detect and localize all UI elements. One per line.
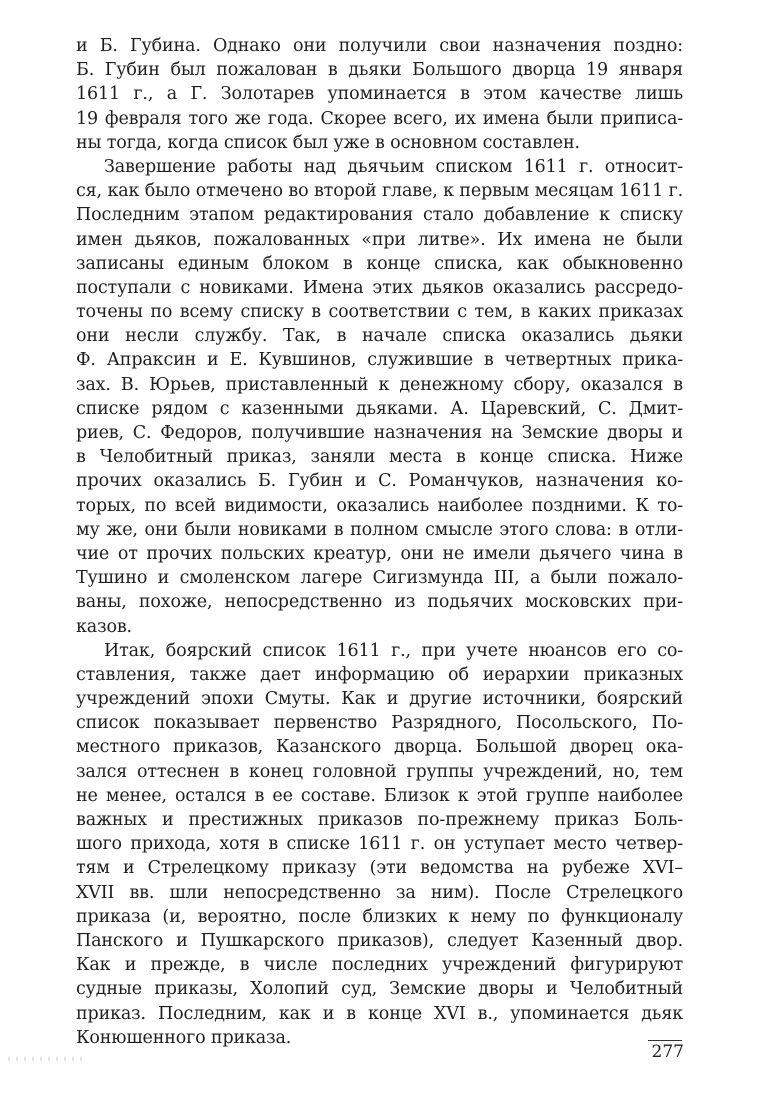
text-line: точены по всему списку в соответствии с тем, в каких приказах bbox=[76, 302, 683, 323]
text-line: зах. В. Юрьев, приставленный к денежному сбору, оказался в bbox=[76, 374, 683, 395]
text-line: важных и престижных приказов по-прежнему приказ Боль- bbox=[76, 810, 683, 830]
text-line: записаны единым блоком в конце списка, как обыкновенно bbox=[76, 253, 683, 274]
text-line: не менее, остался в ее составе. Близок к этой группе наиболее bbox=[76, 785, 683, 806]
text-line: Как и прежде, в числе последних учреждений фигурируют bbox=[76, 955, 683, 976]
text-line: казов. bbox=[76, 616, 132, 637]
text-line: ваны, похоже, непосредственно из подьячих московских при- bbox=[76, 592, 683, 613]
page-number: 277 bbox=[651, 1042, 684, 1062]
text-line: судные приказы, Холопий суд, Земские дворы и Челобитный bbox=[76, 979, 683, 1000]
text-line: 19 февраля того же года. Скорее всего, их имена были приписа- bbox=[76, 108, 683, 129]
text-line: ставления, также дает информацию об иерархии приказных bbox=[76, 664, 683, 685]
text-line: поступали с новиками. Имена этих дьяков оказались рассредо- bbox=[76, 277, 683, 298]
text-line: тям и Стрелецкому приказу (эти ведомства на рубеже XVI– bbox=[76, 858, 683, 879]
text-line: местного приказов, Казанского дворца. Большой дворец ока- bbox=[76, 737, 683, 758]
text-line: списке рядом с казенными дьяками. А. Царевский, С. Дмит- bbox=[76, 398, 683, 419]
text-line: учреждений эпохи Смуты. Как и другие источники, боярский bbox=[76, 689, 683, 710]
text-line: ны тогда, когда список был уже в основном составлен. bbox=[76, 132, 580, 153]
text-line: XVII вв. шли непосредственно за ним). После Стрелецкого bbox=[76, 882, 683, 903]
text-line: Конюшенного приказа. bbox=[76, 1027, 292, 1048]
text-line: зался оттеснен в конец головной группы учреждений, но, тем bbox=[76, 761, 683, 782]
text-line: приказ. Последним, как и в конце XVI в., упоминается дьяк bbox=[76, 1003, 683, 1024]
text-line: ся, как было отмечено во второй главе, к первым месяцам 1611 г. bbox=[76, 181, 683, 202]
text-line: приказа (и, вероятно, после близких к нему по функционалу bbox=[76, 906, 683, 927]
text-line: Итак, боярский список 1611 г., при учете нюансов его со- bbox=[104, 640, 683, 661]
body-text bbox=[76, 34, 683, 1050]
text-line: в Челобитный приказ, заняли места в конце списка. Ниже bbox=[76, 447, 683, 468]
text-line: Ф. Апраксин и Е. Кувшинов, служившие в четвертных прика- bbox=[76, 350, 683, 371]
text-line: Б. Губин был пожалован в дьяки Большого дворца 19 января bbox=[76, 60, 683, 81]
text-line: Последним этапом редактирования стало добавление к списку bbox=[76, 205, 683, 226]
scan-artifact bbox=[8, 1057, 88, 1061]
text-line: шого прихода, хотя в списке 1611 г. он уступает место четвер- bbox=[76, 834, 683, 855]
text-line: му же, они были новиками в полном смысле этого слова: в отли- bbox=[76, 519, 683, 540]
text-line: торых, по всей видимости, оказались наиболее поздними. К то- bbox=[76, 495, 683, 516]
text-line: список показывает первенство Разрядного, Посольского, По- bbox=[76, 713, 683, 734]
text-line: прочих оказались Б. Губин и С. Романчуков, назначения ко- bbox=[76, 471, 683, 492]
text-line: они несли службу. Так, в начале списка оказались дьяки bbox=[76, 326, 683, 347]
text-line: Завершение работы над дьячьим списком 1611 г. относит- bbox=[104, 156, 683, 177]
text-line: Панского и Пушкарского приказов), следует Казенный двор. bbox=[76, 930, 683, 951]
text-line: имен дьяков, пожалованных «при литве». Их имена не были bbox=[76, 229, 683, 250]
text-line: чие от прочих польских креатур, они не имели дьячего чина в bbox=[76, 543, 683, 564]
text-line: риев, С. Федоров, получившие назначения на Земские дворы и bbox=[76, 423, 683, 443]
text-line: и Б. Губина. Однако они получили свои назначения поздно: bbox=[76, 36, 683, 56]
text-line: Тушино и смоленском лагере Сигизмунда III, а были пожало- bbox=[76, 568, 683, 589]
text-line: 1611 г., а Г. Золотарев упоминается в этом качестве лишь bbox=[76, 84, 683, 105]
